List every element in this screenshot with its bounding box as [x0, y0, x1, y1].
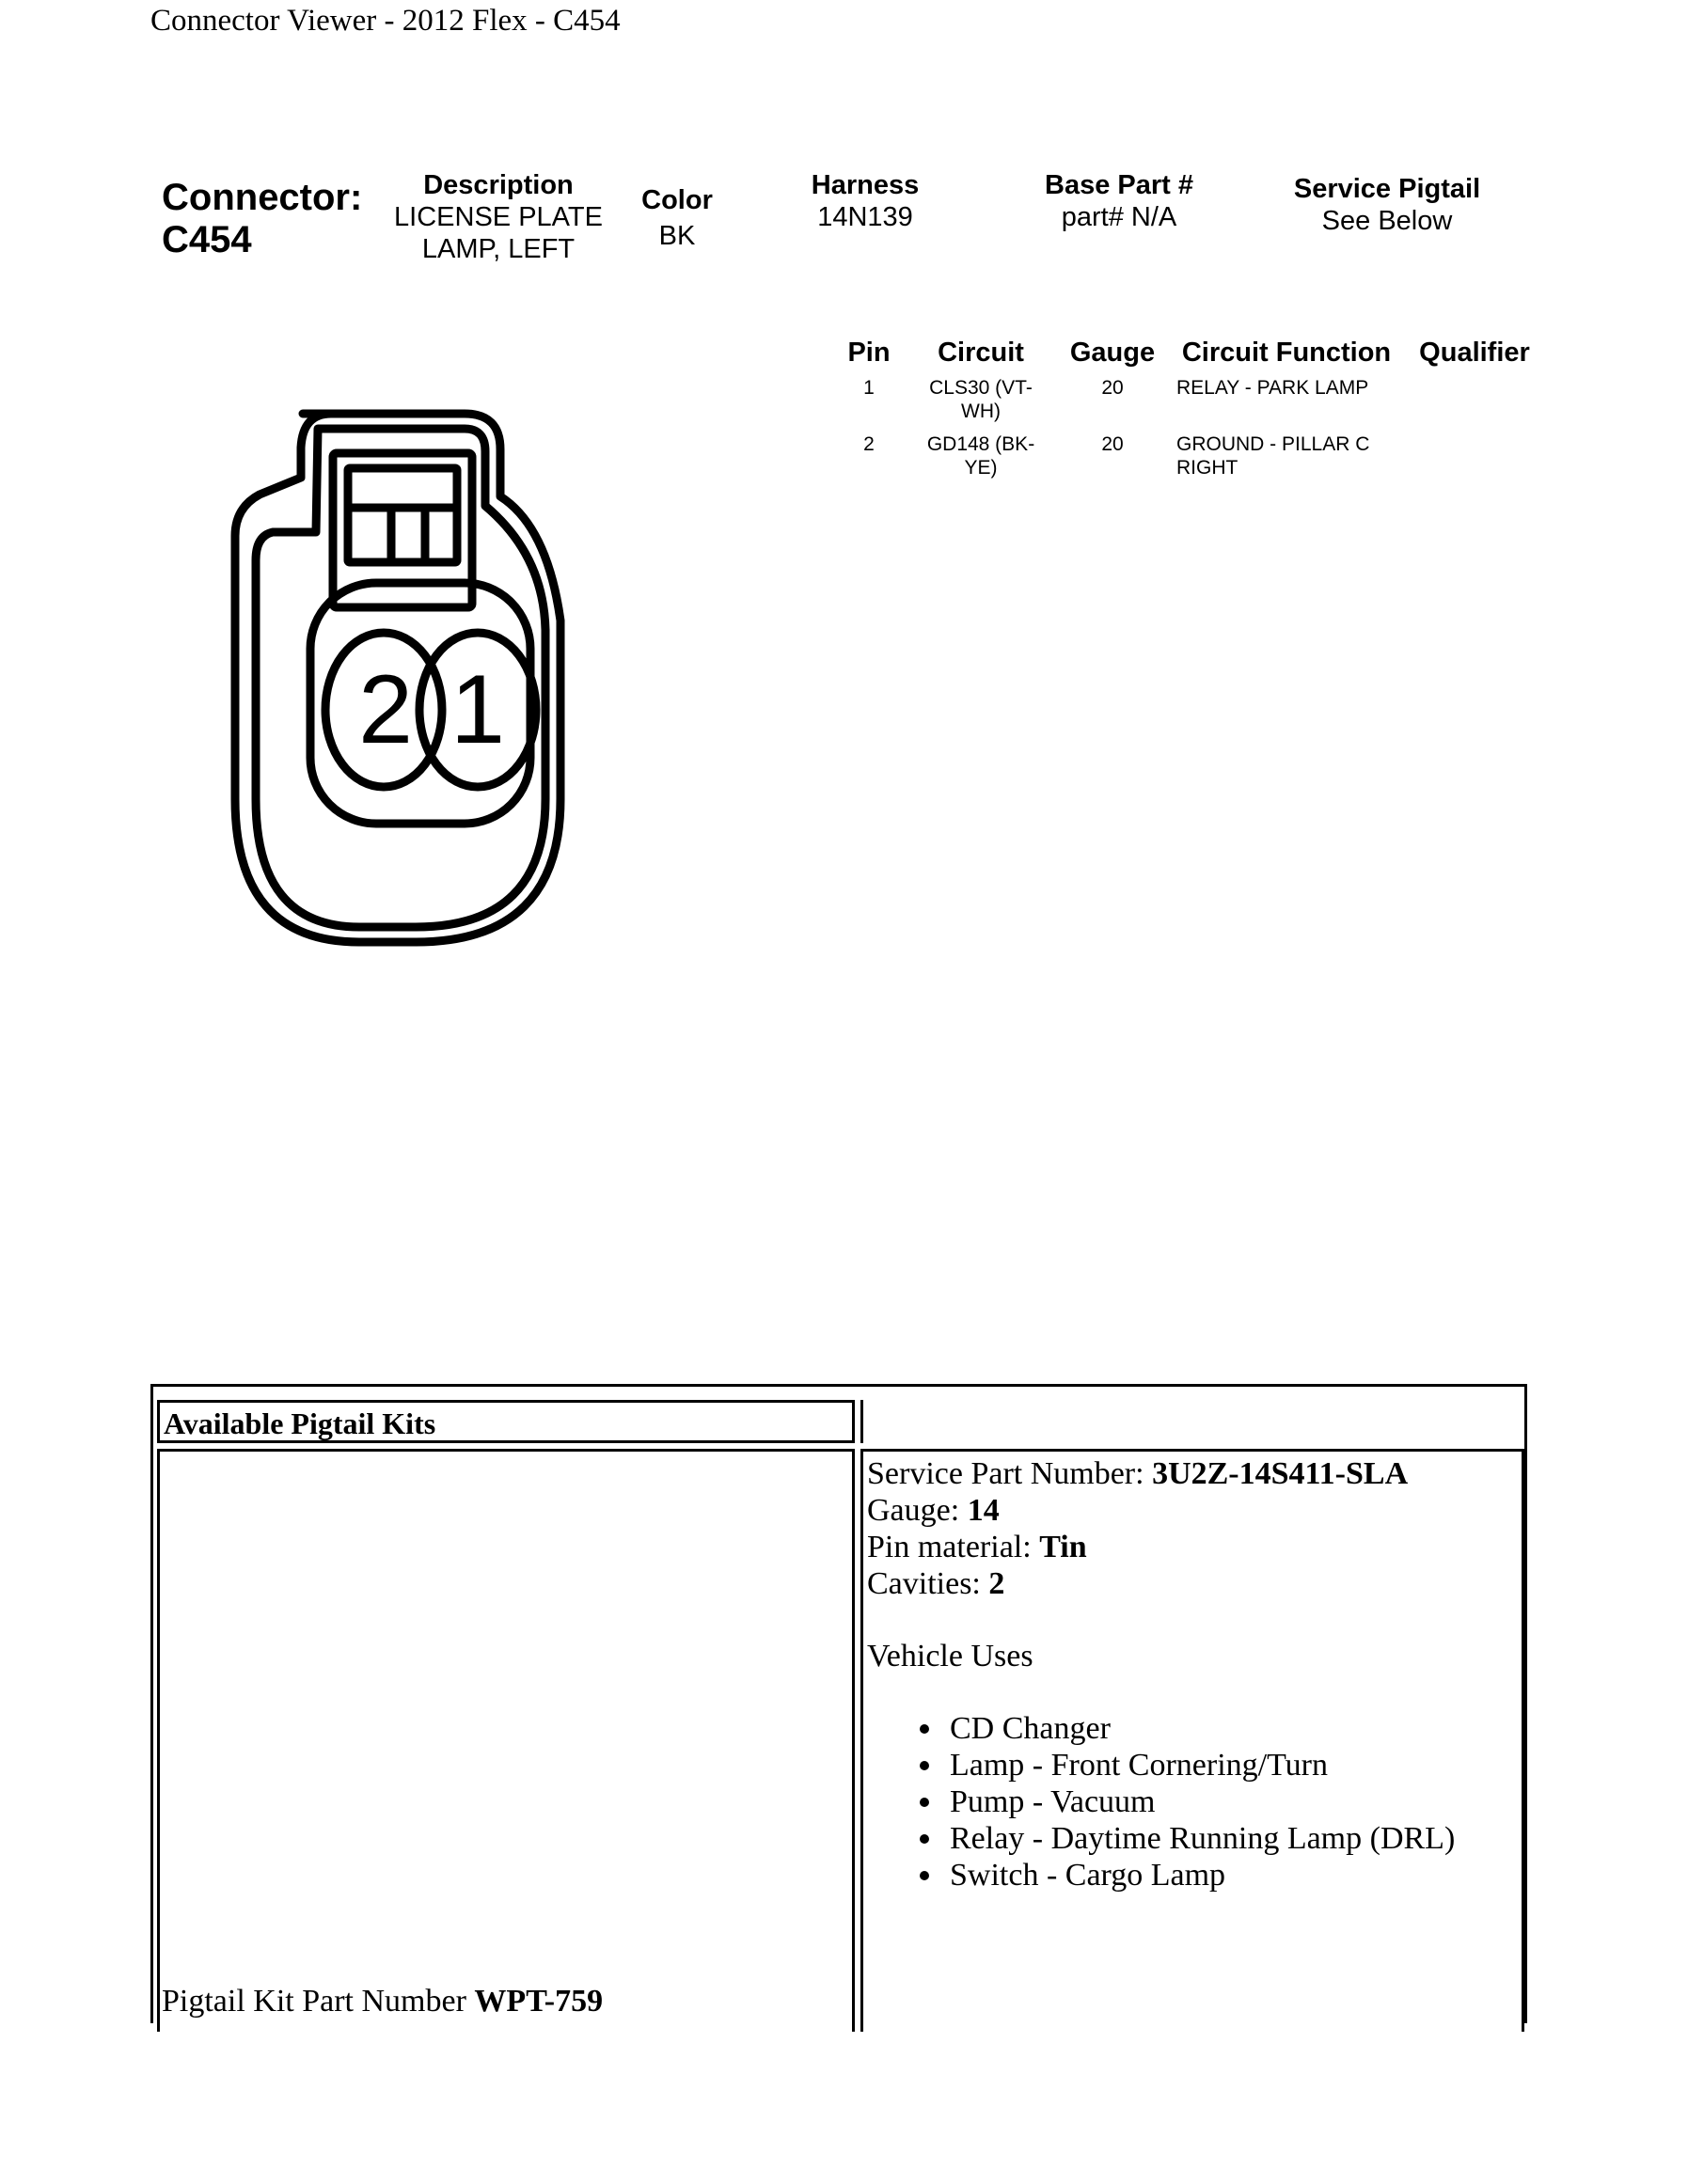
service-pigtail-label: Service Pigtail — [1293, 174, 1481, 204]
pigtail-kit-details-cell — [860, 1449, 1524, 2032]
service-pigtail-block — [1270, 173, 1505, 237]
qualifier-cell — [1413, 431, 1536, 487]
vehicle-uses-list — [867, 1710, 1455, 1893]
harness-block — [781, 169, 950, 233]
pigtail-kit-details — [867, 1455, 1455, 1893]
pigtail-kits-heading: Available Pigtail Kits — [164, 1406, 436, 1440]
gauge-cell: 20 — [1101, 377, 1124, 399]
service-pigtail-value: See Below — [1321, 206, 1453, 236]
table-row — [842, 431, 1536, 487]
pin-cell: 2 — [863, 433, 875, 455]
bullet-icon — [920, 1724, 929, 1734]
harness-label: Harness — [811, 170, 920, 200]
cavities-label: Cavities: — [867, 1566, 989, 1601]
connector-heading — [162, 177, 362, 261]
list-item-text: Lamp - Front Cornering/Turn — [950, 1748, 1329, 1783]
pin-table — [842, 335, 1536, 487]
service-part-number: 3U2Z-14S411-SLA — [1152, 1456, 1409, 1491]
pigtail-kit-part-label: Pigtail Kit Part Number — [162, 1984, 475, 2019]
description-block — [376, 169, 621, 265]
circuit-line: GD148 (BK- — [926, 433, 1035, 455]
connector-label: Connector: — [162, 177, 363, 218]
pin-material-label: Pin material: — [867, 1530, 1040, 1564]
color-block — [621, 184, 734, 252]
function-line: RELAY - PARK LAMP — [1176, 377, 1369, 399]
table-row — [842, 374, 1536, 431]
list-item-text: Switch - Cargo Lamp — [950, 1858, 1226, 1893]
qualifier-header: Qualifier — [1419, 338, 1530, 368]
description-line1: LICENSE PLATE — [394, 202, 603, 232]
pigtail-kits-table — [150, 1384, 1527, 2023]
bullet-icon — [920, 1798, 929, 1807]
circuit-line: YE) — [964, 457, 998, 479]
function-cell — [1160, 374, 1413, 431]
bullet-icon — [920, 1834, 929, 1844]
list-item — [950, 1710, 1455, 1747]
circuit-cell — [896, 431, 1065, 487]
service-part-line — [867, 1455, 1455, 1492]
pigtail-kits-header-cell — [157, 1400, 855, 1443]
latch-window — [348, 468, 457, 562]
list-item-text: Relay - Daytime Running Lamp (DRL) — [950, 1821, 1456, 1856]
pin-table-header-row — [842, 335, 1536, 374]
circuit-line: WH) — [961, 401, 1001, 422]
base-part-value: part# N/A — [1061, 202, 1177, 232]
gauge-value: 14 — [967, 1493, 1000, 1528]
gauge-header: Gauge — [1069, 338, 1156, 368]
list-item — [950, 1747, 1455, 1783]
cavities-value: 2 — [988, 1566, 1005, 1601]
bullet-icon — [920, 1871, 929, 1880]
circuit-header: Circuit — [938, 338, 1024, 368]
list-item — [950, 1820, 1455, 1857]
cavity-1-number: 1 — [450, 655, 505, 764]
list-item-text: CD Changer — [950, 1711, 1111, 1746]
gauge-line — [867, 1492, 1455, 1529]
service-part-label: Service Part Number: — [867, 1456, 1153, 1491]
connector-id: C454 — [162, 219, 252, 260]
gauge-label: Gauge: — [867, 1493, 968, 1528]
connector-face-drawing — [218, 395, 801, 978]
circuit-cell — [896, 374, 1065, 431]
function-cell — [1160, 431, 1413, 487]
pin-material-value: Tin — [1039, 1530, 1087, 1564]
cavity-2-number: 2 — [358, 655, 413, 764]
pigtail-kit-part-number: WPT-759 — [474, 1984, 604, 2019]
list-item — [950, 1783, 1455, 1820]
color-label: Color — [641, 185, 713, 215]
bullet-icon — [920, 1761, 929, 1770]
pin-material-line — [867, 1529, 1455, 1565]
color-value: BK — [658, 221, 696, 251]
description-label: Description — [423, 170, 574, 200]
pigtail-kits-header-spacer — [860, 1400, 1524, 1443]
harness-value: 14N139 — [817, 202, 913, 232]
pigtail-kit-image-cell — [157, 1449, 855, 2032]
gauge-cell: 20 — [1101, 433, 1124, 455]
function-line: RIGHT — [1176, 457, 1238, 479]
pin-cell: 1 — [863, 377, 875, 399]
function-line: GROUND - PILLAR C — [1176, 433, 1370, 455]
description-line2: LAMP, LEFT — [421, 234, 576, 264]
page-title: Connector Viewer - 2012 Flex - C454 — [150, 4, 621, 38]
base-part-block — [1016, 169, 1223, 233]
vehicle-uses-title: Vehicle Uses — [867, 1639, 1033, 1673]
pigtail-kit-part-line — [162, 1983, 603, 2020]
pin-header: Pin — [847, 338, 891, 368]
circuit-line: CLS30 (VT- — [929, 377, 1033, 399]
qualifier-cell — [1413, 374, 1536, 431]
list-item — [950, 1857, 1455, 1893]
base-part-label: Base Part # — [1045, 170, 1193, 200]
circuit-function-header: Circuit Function — [1181, 338, 1392, 368]
list-item-text: Pump - Vacuum — [950, 1784, 1156, 1819]
cavities-line — [867, 1565, 1455, 1602]
